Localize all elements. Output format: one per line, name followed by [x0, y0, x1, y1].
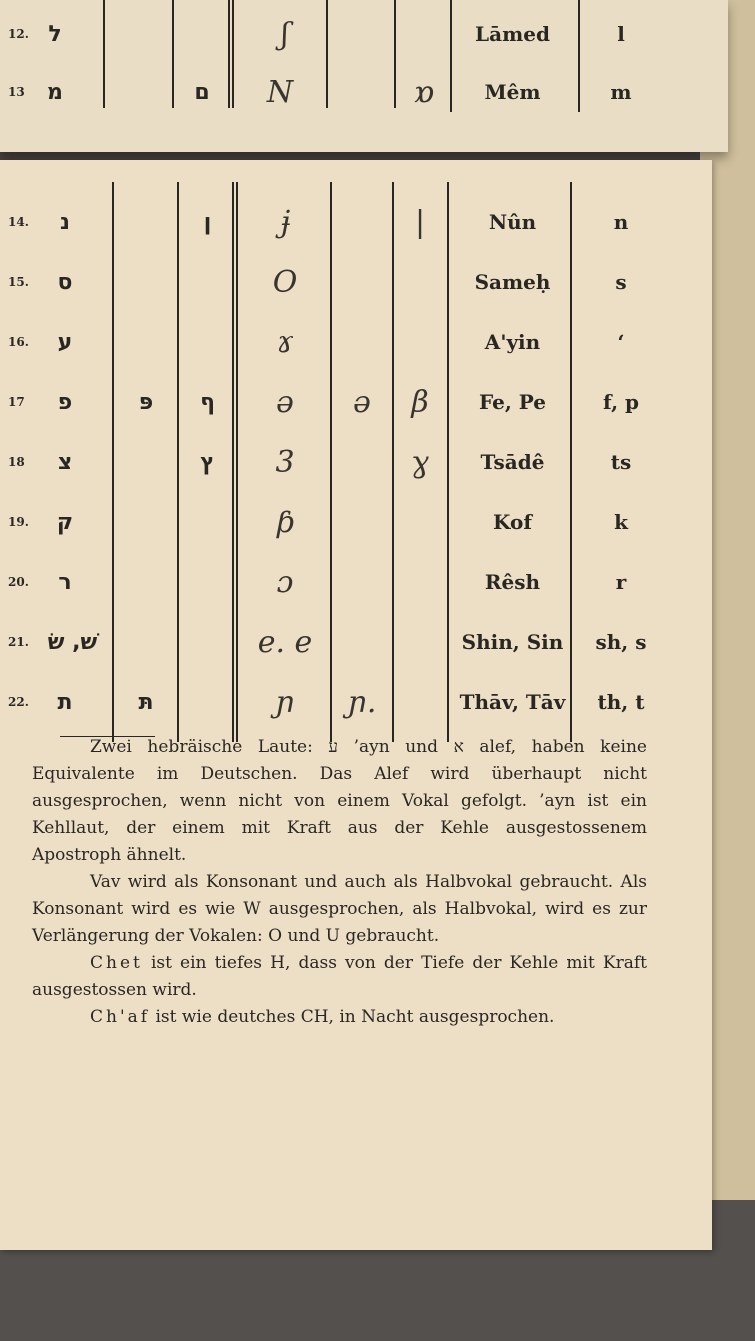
cursive-letter-alt [336, 432, 388, 492]
table-row [0, 372, 712, 432]
table-row [0, 62, 712, 122]
cursive-letter: O [272, 264, 298, 300]
book-page [0, 160, 712, 1250]
cursive-letter-final [396, 612, 444, 672]
letter-name: A'yin [484, 330, 541, 354]
row-number: 21. [8, 635, 29, 649]
final-form [185, 672, 230, 732]
hebrew-letter: שׁ, שׂ [47, 629, 98, 655]
letter-name: Lāmed [475, 22, 550, 46]
alternate-form: פּ [138, 389, 154, 415]
cursive-letter: N [266, 74, 294, 110]
hebrew-letter: מ [47, 79, 63, 105]
hebrew-letter: פ [57, 389, 73, 415]
letter-name: Tsādê [480, 450, 545, 474]
cursive-letter-final: β [411, 384, 429, 420]
final-form: ץ [200, 449, 215, 475]
cursive-letter-alt [336, 492, 388, 552]
table-row [0, 252, 712, 312]
row-number: 13 [8, 85, 25, 99]
final-form: ף [200, 389, 215, 415]
table-row [0, 672, 712, 732]
hebrew-letter: ל [48, 21, 62, 47]
transliteration: r [615, 570, 627, 594]
cursive-letter-alt [336, 552, 388, 612]
cursive-letter: ʃ [280, 16, 290, 52]
final-form [185, 552, 230, 612]
cursive-letter: e. e [257, 624, 313, 660]
hebrew-letter: ס [57, 269, 73, 295]
hebrew-letter: נ [60, 209, 70, 235]
cursive-letter-alt: ә [353, 384, 371, 420]
final-form [185, 612, 230, 672]
transliteration: ʻ [617, 330, 625, 354]
final-form: ן [203, 209, 212, 235]
cursive-letter-alt: ɲ. [347, 684, 377, 720]
hebrew-letter: ר [58, 569, 72, 595]
explanatory-text [32, 734, 647, 1031]
row-number: 18 [8, 455, 25, 469]
row-number: 22. [8, 695, 29, 709]
cursive-letter-final [396, 552, 444, 612]
cursive-letter-alt [336, 192, 388, 252]
term-chet: Chet [90, 953, 143, 973]
hebrew-letter: ת [57, 689, 73, 715]
table-row [0, 4, 712, 64]
cursive-letter: ɉ [280, 204, 290, 240]
paragraph-chaf [32, 1004, 647, 1031]
transliteration: m [610, 80, 632, 104]
letter-name: Nûn [488, 210, 537, 234]
alternate-form [120, 612, 172, 672]
alternate-form [120, 192, 172, 252]
table-row [0, 432, 712, 492]
cursive-letter-alt [336, 312, 388, 372]
cursive-letter-final [396, 492, 444, 552]
alternate-form [120, 252, 172, 312]
transliteration: s [615, 270, 627, 294]
cursive-letter-final [396, 312, 444, 372]
cursive-letter-final [396, 252, 444, 312]
alternate-form [120, 552, 172, 612]
letter-name: Thāv, Tāv [459, 690, 566, 714]
table-row [0, 612, 712, 672]
cursive-letter-final [396, 672, 444, 732]
cursive-letter-final: ɣ [411, 444, 429, 480]
letter-name: Kof [493, 510, 532, 534]
final-form [185, 252, 230, 312]
row-number: 14. [8, 215, 29, 229]
chet-description: ist ein tiefes H, dass von der Tiefe der Kehle mit Kraft ausgestossen wird. [32, 953, 647, 1000]
transliteration: k [614, 510, 628, 534]
letter-name: Rêsh [484, 570, 541, 594]
hebrew-letter: ע [57, 329, 73, 355]
alternate-form: תּ [138, 689, 154, 715]
transliteration: sh, s [595, 630, 647, 654]
transliteration: n [613, 210, 629, 234]
paragraph-ayn-alef: Zwei hebräische Laute: ע ’ayn und א alef, haben keine Equivalente im Deutschen. Das Alef wird überhaupt nicht ausgesprochen, wenn nicht von einem Vokal gefolgt. ’ayn ist ein Kehllaut, der einem mit Kraft aus der Kehle ausgestossenem Apostroph ähnelt. [32, 737, 647, 865]
row-number: 15. [8, 275, 29, 289]
cursive-letter-alt [336, 612, 388, 672]
table-row [0, 552, 712, 612]
row-number: 20. [8, 575, 29, 589]
cursive-letter: ɲ [275, 684, 295, 720]
term-chaf: Ch'af [90, 1007, 151, 1027]
table-row [0, 492, 712, 552]
hebrew-letter: צ [57, 449, 73, 475]
table-row [0, 312, 712, 372]
chaf-description: ist wie deutches CH, in Nacht ausgesprochen. [150, 1007, 555, 1027]
alternate-form [120, 492, 172, 552]
hebrew-letter: ק [56, 509, 74, 535]
cursive-letter: ɔ [276, 564, 294, 600]
cursive-letter: ɤ [276, 324, 294, 360]
cursive-letter: ә [276, 384, 294, 420]
transliteration: f, p [602, 390, 640, 414]
previous-page [0, 0, 728, 152]
final-form [185, 312, 230, 372]
alternate-form [120, 432, 172, 492]
row-number: 17 [8, 395, 25, 409]
cursive-letter-alt: ɒ [413, 74, 435, 110]
cursive-letter: 3 [275, 444, 295, 480]
cursive-letter-alt [336, 252, 388, 312]
letter-name: Shin, Sin [461, 630, 564, 654]
final-form [185, 492, 230, 552]
row-number: 19. [8, 515, 29, 529]
alternate-form [120, 312, 172, 372]
row-number: 16. [8, 335, 29, 349]
paragraph-chet [32, 950, 647, 1004]
transliteration: th, t [597, 690, 645, 714]
letter-name: Sameḥ [474, 270, 551, 294]
transliteration: ts [610, 450, 632, 474]
paragraph-vav: Vav wird als Konsonant und auch als Halbvokal gebraucht. Als Konsonant wird es wie W ausgesprochen, als Halbvokal, wird es zur Verlängerung der Vokalen: O und U gebraucht. [32, 872, 647, 946]
cursive-letter: ƥ [275, 504, 295, 540]
row-number: 12. [8, 27, 29, 41]
table-row [0, 192, 712, 252]
letter-name: Mêm [484, 80, 541, 104]
final-form: ם [194, 79, 210, 105]
cursive-letter-final: | [414, 204, 426, 240]
letter-name: Fe, Pe [479, 390, 546, 414]
transliteration: l [617, 22, 625, 46]
